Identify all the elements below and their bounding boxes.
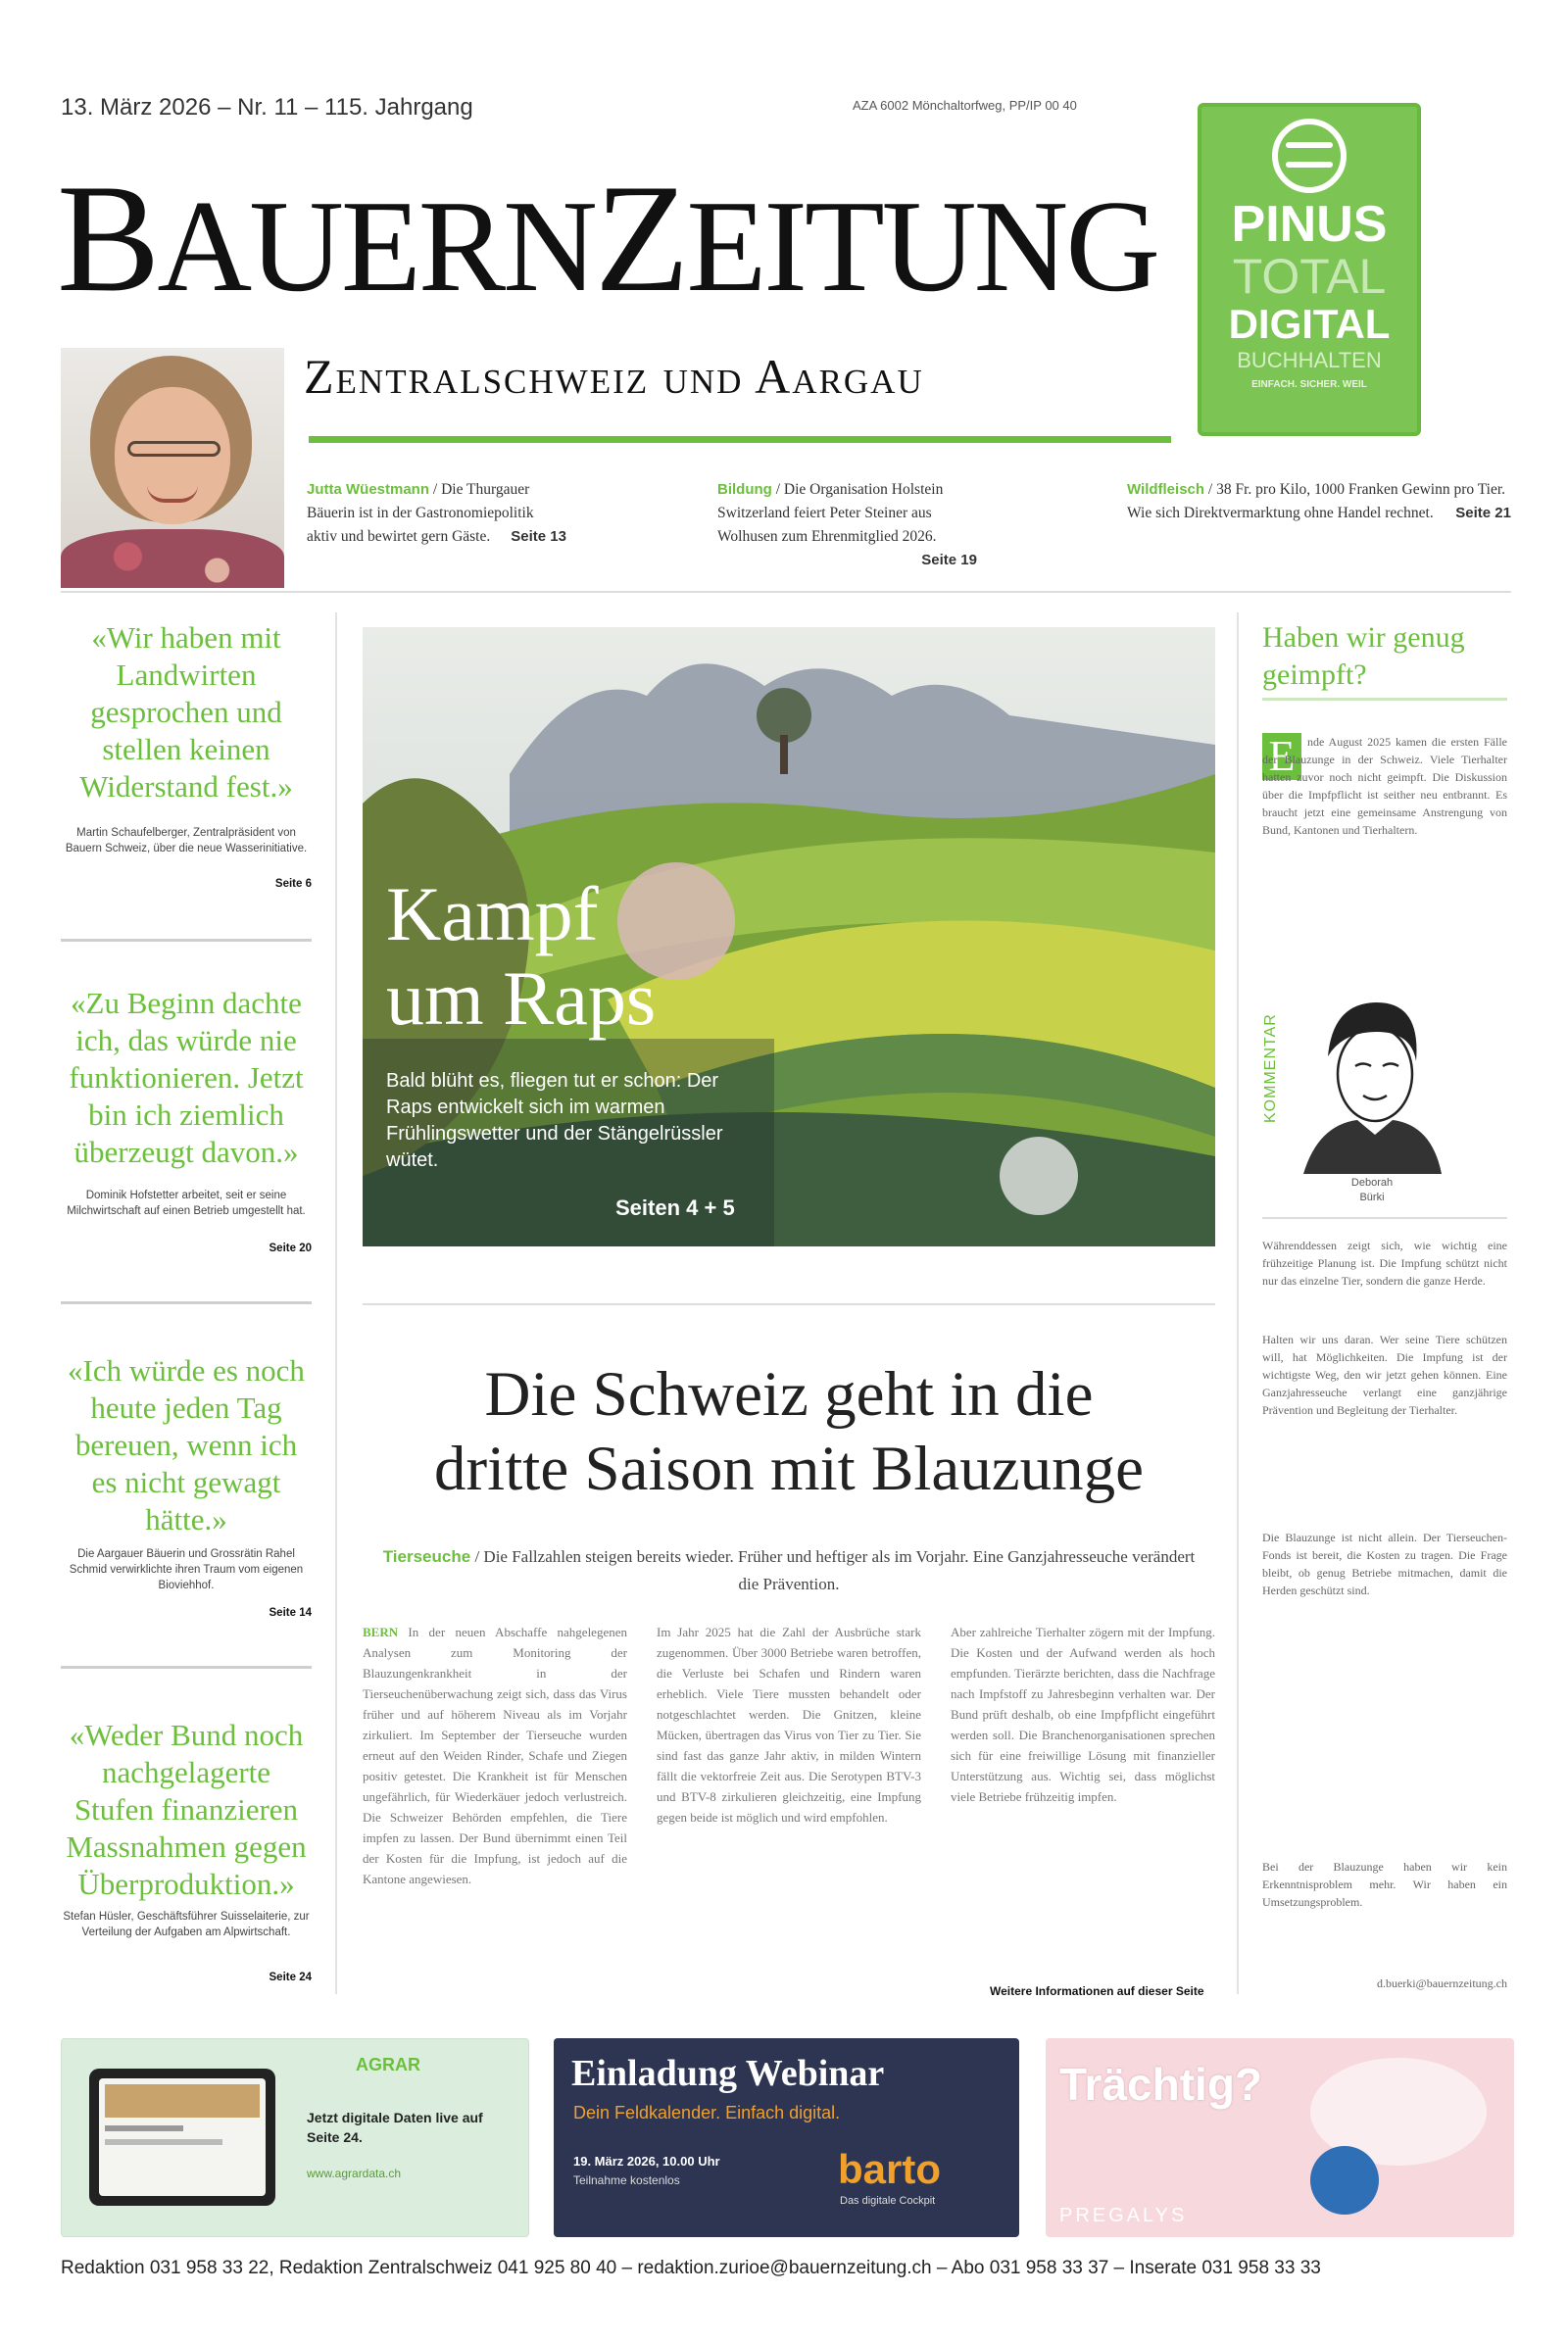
kommentar-label: KOMMENTAR — [1262, 1013, 1279, 1123]
deck-keyword: Tierseuche — [382, 1547, 471, 1566]
comment-para-1: nde August 2025 kamen die ersten Fälle der Blauzunge in der Schweiz. Viele Tierhalter hatten zuvor noch nicht geimpft. Die Diskussion über die Impfpflicht ist seither neu entbrannt. Es braucht jetzt eine gemeinsame Anstrengung von Bund, Kantonen und Tierhaltern. — [1262, 735, 1507, 837]
barto-logo: barto — [838, 2146, 941, 2192]
webinar-ad[interactable] — [554, 2038, 1019, 2237]
comment-para-3: Halten wir uns daran. Wer seine Tiere schützen will, hat Möglichkeiten. Die Impfung ist der wichtigste Weg, den wir jetzt gehen können. Eine Ganzjahresseuche verlangt eine ganzjährige Prävention und Begleitung der Tierhalter. — [1262, 1333, 1507, 1417]
webinar-detail: Teilnahme kostenlos — [573, 2173, 680, 2187]
pinus-line3: DIGITAL — [1228, 301, 1391, 347]
quote-2: «Zu Beginn dachte ich, das würde nie funktionieren. Jetzt bin ich ziemlich überzeugt davon.» — [69, 986, 304, 1169]
pinus-line1: PINUS — [1231, 196, 1388, 253]
author-portrait-icon — [1298, 988, 1446, 1174]
quote-4-meta: Stefan Hüsler, Geschäftsführer Suisselaiterie, zur Verteilung der Aufgaben am Alpwirtschaft. — [63, 1911, 310, 1938]
comment-heading[interactable]: Haben wir genug geimpft? — [1262, 621, 1465, 691]
quote-3-page[interactable]: Seite 14 — [269, 1607, 312, 1619]
masthead-subtitle: Zentralschweiz und Aargau — [304, 349, 924, 404]
quote-1-meta: Martin Schaufelberger, Zentralpräsident von Bauern Schweiz, über die neue Wasserinitiative. — [65, 827, 308, 854]
header-divider — [61, 591, 1511, 593]
footer-contacts: Redaktion 031 958 33 22, Redaktion Zentralschweiz 041 925 80 40 – redaktion.zurioe@bauernzeitung.ch – Abo 031 958 33 37 – Inserate 031 958 33 33 — [61, 2258, 1321, 2278]
author-divider — [1262, 1217, 1507, 1219]
masthead-rule — [309, 436, 1171, 443]
teaser-text: / Die Organisation Holstein Switzerland feiert Peter Steiner aus Wolhusen zum Ehrenmitglied 2026. — [717, 481, 944, 545]
masthead[interactable]: BAUERNZEITUNG — [57, 153, 1158, 324]
barto-tagline: Das digitale Cockpit — [840, 2195, 936, 2207]
teaser-1[interactable] — [307, 478, 566, 549]
comment-para-5: Bei der Blauzunge haben wir kein Erkenntnisproblem mehr. Wir haben ein Umsetzungsproblem. — [1262, 1860, 1507, 1909]
quote-2-page[interactable]: Seite 20 — [269, 1243, 312, 1254]
teaser-keyword: Jutta Wüestmann — [307, 481, 430, 498]
body-column-3: Aber zahlreiche Tierhalter zögern mit der Impfung. Die Kosten und der Aufwand werden als hoch empfunden. Tierärzte berichten, dass die Nachfrage nach Impfstoff zu Jahresbeginn verhalten war. Der Bund prüft deshalb, ob eine Impfpflicht eingeführt werden soll. Die Branchenorganisationen sprechen sich für eine freiwillige Lösung mit finanzieller Unterstützung aus. Wichtig sei, dass möglichst viele Betriebe frühzeitig impfen. — [951, 1625, 1215, 1804]
agrar-brand: AGRAR — [356, 2055, 420, 2074]
hero-divider — [363, 1303, 1215, 1305]
author-caption: Deborah Bürki — [1350, 1177, 1394, 1203]
lead-headline[interactable]: Die Schweiz geht in die dritte Saison mit Blauzunge — [434, 1359, 1144, 1504]
pregalys-brand: PREGALYS — [1059, 2205, 1188, 2226]
more-link[interactable]: Weitere Informationen auf dieser Seite — [990, 1984, 1204, 1998]
hero-pages[interactable]: Seiten 4 + 5 — [615, 1195, 735, 1220]
teaser-page: Seite 13 — [511, 528, 566, 545]
comment-para-4: Die Blauzunge ist nicht allein. Der Tierseuchen-Fonds ist bereit, die Kosten zu tragen. Die Frage bleibt, ob genug Betriebe mitmachen, damit die Herden geschützt sind. — [1262, 1531, 1507, 1597]
hero-title: Kampf um Raps — [386, 871, 657, 1041]
pinus-line5: EINFACH. SICHER. WEIL — [1251, 379, 1367, 390]
comment-rule — [1262, 698, 1507, 701]
tablet-icon — [89, 2069, 275, 2206]
column-rule — [335, 612, 337, 1994]
teaser-page: Seite 21 — [1455, 505, 1511, 521]
quote-divider — [61, 1666, 312, 1669]
quote-2-meta: Dominik Hofstetter arbeitet, seit er seine Milchwirtschaft auf einen Betrieb umgestellt hat. — [67, 1190, 306, 1217]
body-column-2: Im Jahr 2025 hat die Zahl der Ausbrüche stark zugenommen. Über 3000 Betriebe waren betroffen, die Verluste bei Schafen und Rindern waren erheblich. Viele Tiere mussten behandelt oder notgeschlachtet werden. Die Gnitzen, kleine Mücken, übertragen das Virus von Tier zu Tier. Sie sind fast das ganze Jahr aktiv, in milden Wintern fällt die vektorfreie Zeit aus. Die Serotypen BTV-3 und BTV-8 zirkulieren gleichzeitig, eine Impfung gegen beide ist möglich und wird empfohlen. — [657, 1625, 921, 1825]
portrait-photo — [61, 348, 284, 588]
traechtig-ad[interactable] — [1046, 2038, 1514, 2237]
comment-para-2: Währenddessen zeigt sich, wie wichtig eine frühzeitige Planung ist. Die Impfung schützt nicht nur das einzelne Tier, sondern die ganze Herde. — [1262, 1239, 1507, 1288]
teaser-keyword: Bildung — [717, 481, 772, 498]
teaser-keyword: Wildfleisch — [1127, 481, 1205, 498]
teaser-page: Seite 19 — [921, 552, 977, 568]
quote-4: «Weder Bund noch nachgelagerte Stufen finanzieren Massnahmen gegen Überproduktion.» — [66, 1718, 307, 1901]
quote-4-page[interactable]: Seite 24 — [269, 1972, 312, 1983]
webinar-subtitle: Dein Feldkalender. Einfach digital. — [573, 2103, 841, 2122]
body-column-1: BERN In der neuen Abschaffe nahgelegenen Analysen zum Monitoring der Blauzungenkrankheit in der Tierseuchenüberwachung zeigt sich, dass das Virus früher und auf höherem Niveau als im Vorjahr zirkuliert. Im September der Tierseuche wurden erneut auf den Weiden Rinder, Schafe und Ziegen positiv getestet. Die Krankheit ist für Menschen ungefährlich, für Wiederkäuer jedoch verlustreich. Die Schweizer Behörden empfehlen, die Tiere impfen zu lassen. Der Bund übernimmt einen Teil der Kosten für die Impfung, ist jedoch auf die Kantone angewiesen. — [363, 1625, 627, 1886]
teaser-text: / Die Thurgauer Bäuerin ist in der Gastronomiepolitik aktiv und bewirtet gern Gäste. — [307, 481, 534, 545]
traechtig-title: Trächtig? — [1059, 2059, 1263, 2110]
agrar-url[interactable]: www.agrardata.ch — [307, 2167, 402, 2180]
deck-text: / Die Fallzahlen steigen bereits wieder. Früher und heftiger als im Vorjahr. Eine Ganzjahresseuche verändert die Prävention. — [474, 1547, 1196, 1593]
hero-image[interactable] — [363, 627, 1215, 1246]
agrar-ad[interactable] — [61, 2038, 529, 2237]
webinar-date: 19. März 2026, 10.00 Uhr — [573, 2154, 720, 2169]
pinus-line4: BUCHHALTEN — [1237, 348, 1382, 372]
pinus-ad[interactable] — [1198, 103, 1421, 436]
webinar-title: Einladung Webinar — [571, 2053, 885, 2094]
quote-3: «Ich würde es noch heute jeden Tag bereuen, wenn ich es nicht gewagt hätte.» — [68, 1353, 305, 1536]
teaser-2[interactable] — [717, 478, 977, 572]
drop-cap: E — [1262, 733, 1301, 780]
badge-icon — [1310, 2146, 1379, 2215]
hero-description: Bald blüht es, fliegen tut er schon: Der Raps entwickelt sich im warmen Frühlingswetter und der Stängelrüssler wütet. — [386, 1070, 723, 1171]
teaser-3[interactable] — [1127, 478, 1511, 525]
pinus-logo-icon — [1272, 119, 1347, 193]
dateline: 13. März 2026 – Nr. 11 – 115. Jahrgang — [61, 94, 473, 121]
teaser-text: / 38 Fr. pro Kilo, 1000 Franken Gewinn pro Tier. Wie sich Direktvermarktung ohne Handel rechnet. — [1127, 481, 1506, 521]
issn-line: AZA 6002 Mönchaltorfweg, PP/IP 00 40 — [853, 98, 1077, 113]
lead-deck — [382, 1543, 1196, 1598]
quote-divider — [61, 1301, 312, 1304]
author-sketch — [1298, 988, 1446, 1174]
agrar-text: Jetzt digitale Daten live auf Seite 24. — [307, 2110, 483, 2145]
comment-email[interactable]: d.buerki@bauernzeitung.ch — [1376, 1976, 1507, 1990]
pinus-line2: TOTAL — [1232, 249, 1387, 304]
column-rule — [1237, 612, 1239, 1994]
quote-3-meta: Die Aargauer Bäuerin und Grossrätin Rahel Schmid verwirklichte ihren Traum vom eigenen Bioviehhof. — [69, 1548, 304, 1591]
quote-1-page[interactable]: Seite 6 — [274, 878, 312, 890]
quote-divider — [61, 939, 312, 942]
quote-1: «Wir haben mit Landwirten gesprochen und stellen keinen Widerstand fest.» — [79, 620, 293, 804]
